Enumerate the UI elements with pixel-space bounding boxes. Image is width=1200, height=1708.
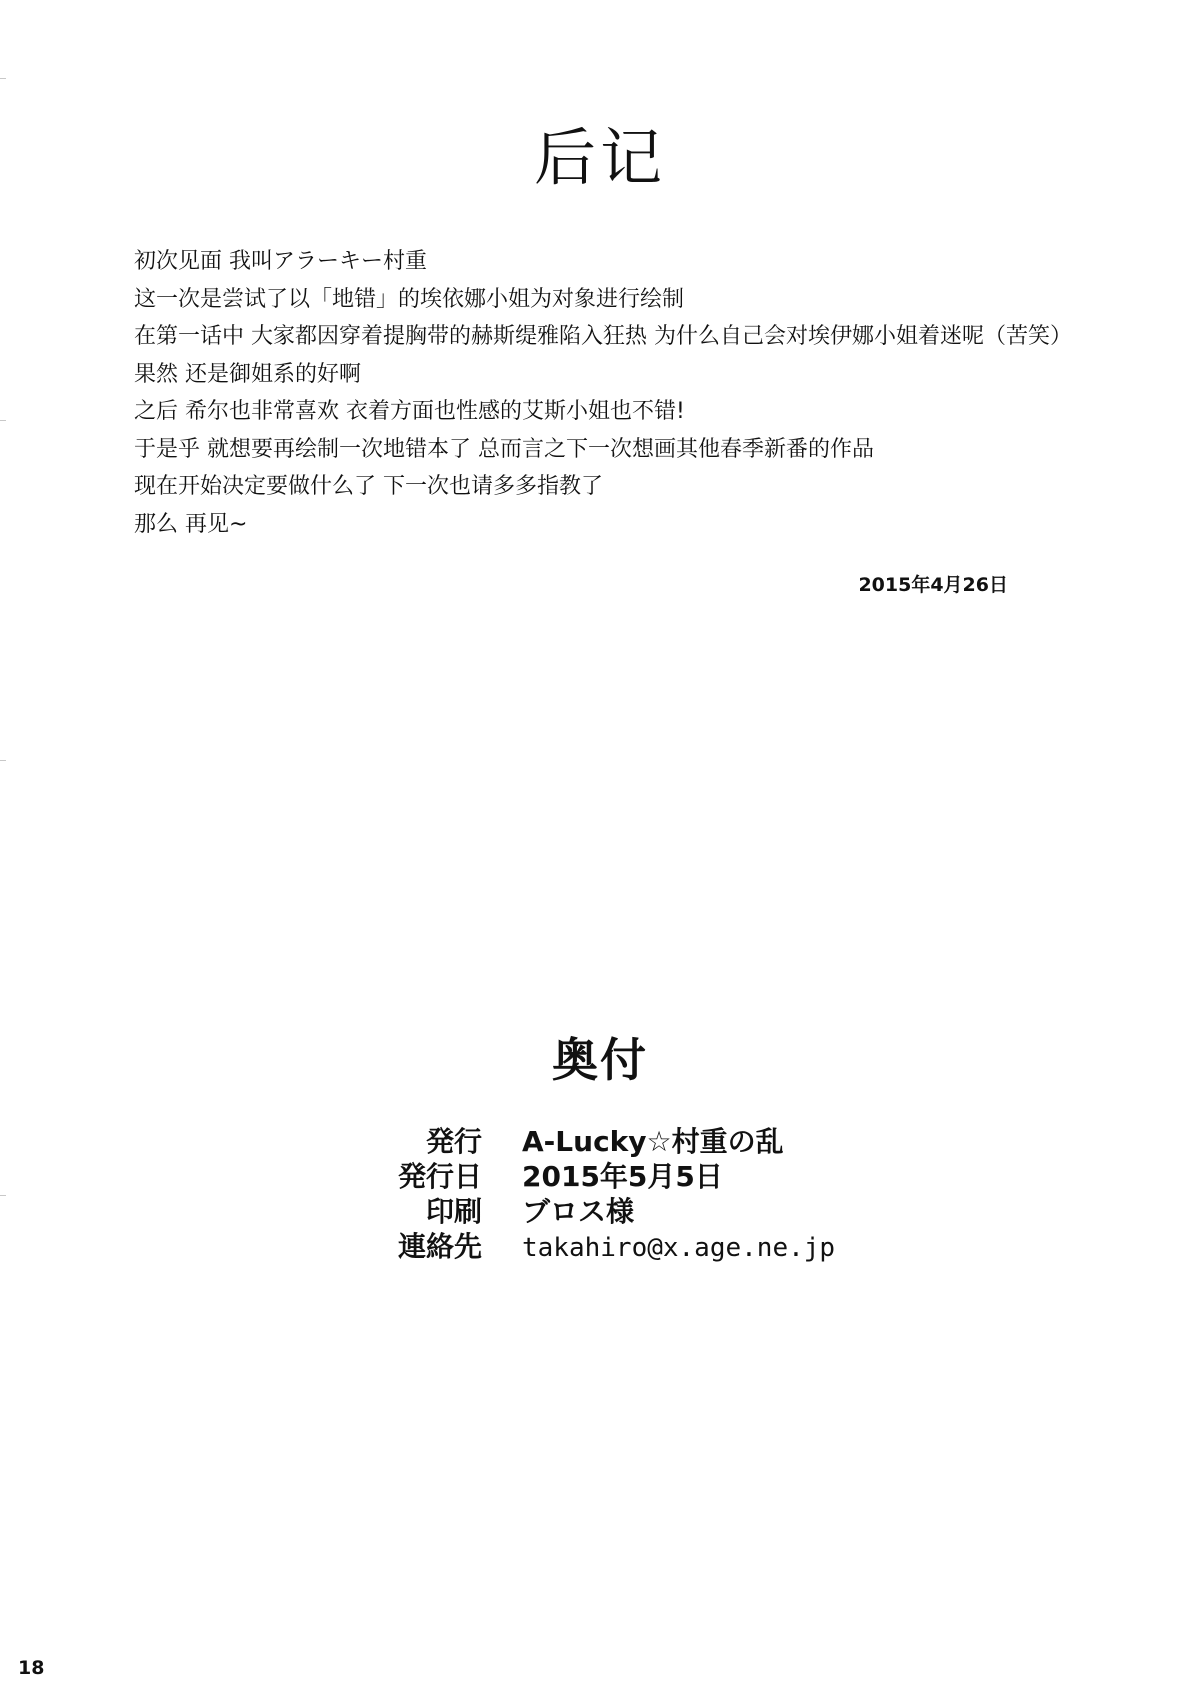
afterword-line: 初次见面 我叫アラーキー村重 (134, 249, 427, 274)
afterword-line: 于是乎 就想要再绘制一次地错本了 总而言之下一次想画其他春季新番的作品 (134, 436, 874, 462)
colophon-label: 発行日 (397, 1160, 482, 1193)
afterword-body (134, 243, 1144, 543)
colophon-row-contact (380, 1229, 835, 1264)
afterword-line: 果然 还是御姐系的好啊 (134, 361, 361, 387)
colophon-title: 奥付 (552, 1033, 648, 1087)
afterword-line: 那么 再见~ (134, 511, 248, 537)
colophon-label: 発行 (425, 1125, 482, 1158)
colophon-row-printer (380, 1194, 835, 1229)
contact-email: takahiro@x.age.ne.jp (522, 1233, 836, 1263)
scan-mark (0, 760, 6, 761)
colophon-value: A-Lucky☆村重の乱 (522, 1125, 784, 1158)
afterword-line: 在第一话中 大家都因穿着提胸带的赫斯缇雅陷入狂热 为什么自己会对埃伊娜小姐着迷呢（苦笑） (134, 324, 1072, 349)
afterword-title: 后记 (533, 121, 666, 194)
afterword-line: 之后 希尔也非常喜欢 衣着方面也性感的艾斯小姐也不错! (134, 399, 685, 424)
colophon-value: 2015年5月5日 (522, 1160, 723, 1193)
scan-mark (0, 78, 6, 79)
scan-mark (0, 420, 6, 421)
colophon-table (380, 1124, 835, 1264)
page-number: 18 (18, 1657, 45, 1679)
colophon-row-publisher (380, 1124, 835, 1159)
colophon-value: ブロス様 (522, 1195, 635, 1228)
colophon-row-publish-date (380, 1159, 835, 1194)
scan-mark (0, 1195, 6, 1196)
afterword-line: 现在开始决定要做什么了 下一次也请多多指教了 (134, 474, 603, 499)
colophon-label: 印刷 (425, 1195, 482, 1228)
afterword-line: 这一次是尝试了以「地错」的埃依娜小姐为对象进行绘制 (134, 286, 685, 312)
afterword-date: 2015年4月26日 (858, 574, 1008, 596)
colophon-label: 連絡先 (397, 1230, 482, 1263)
